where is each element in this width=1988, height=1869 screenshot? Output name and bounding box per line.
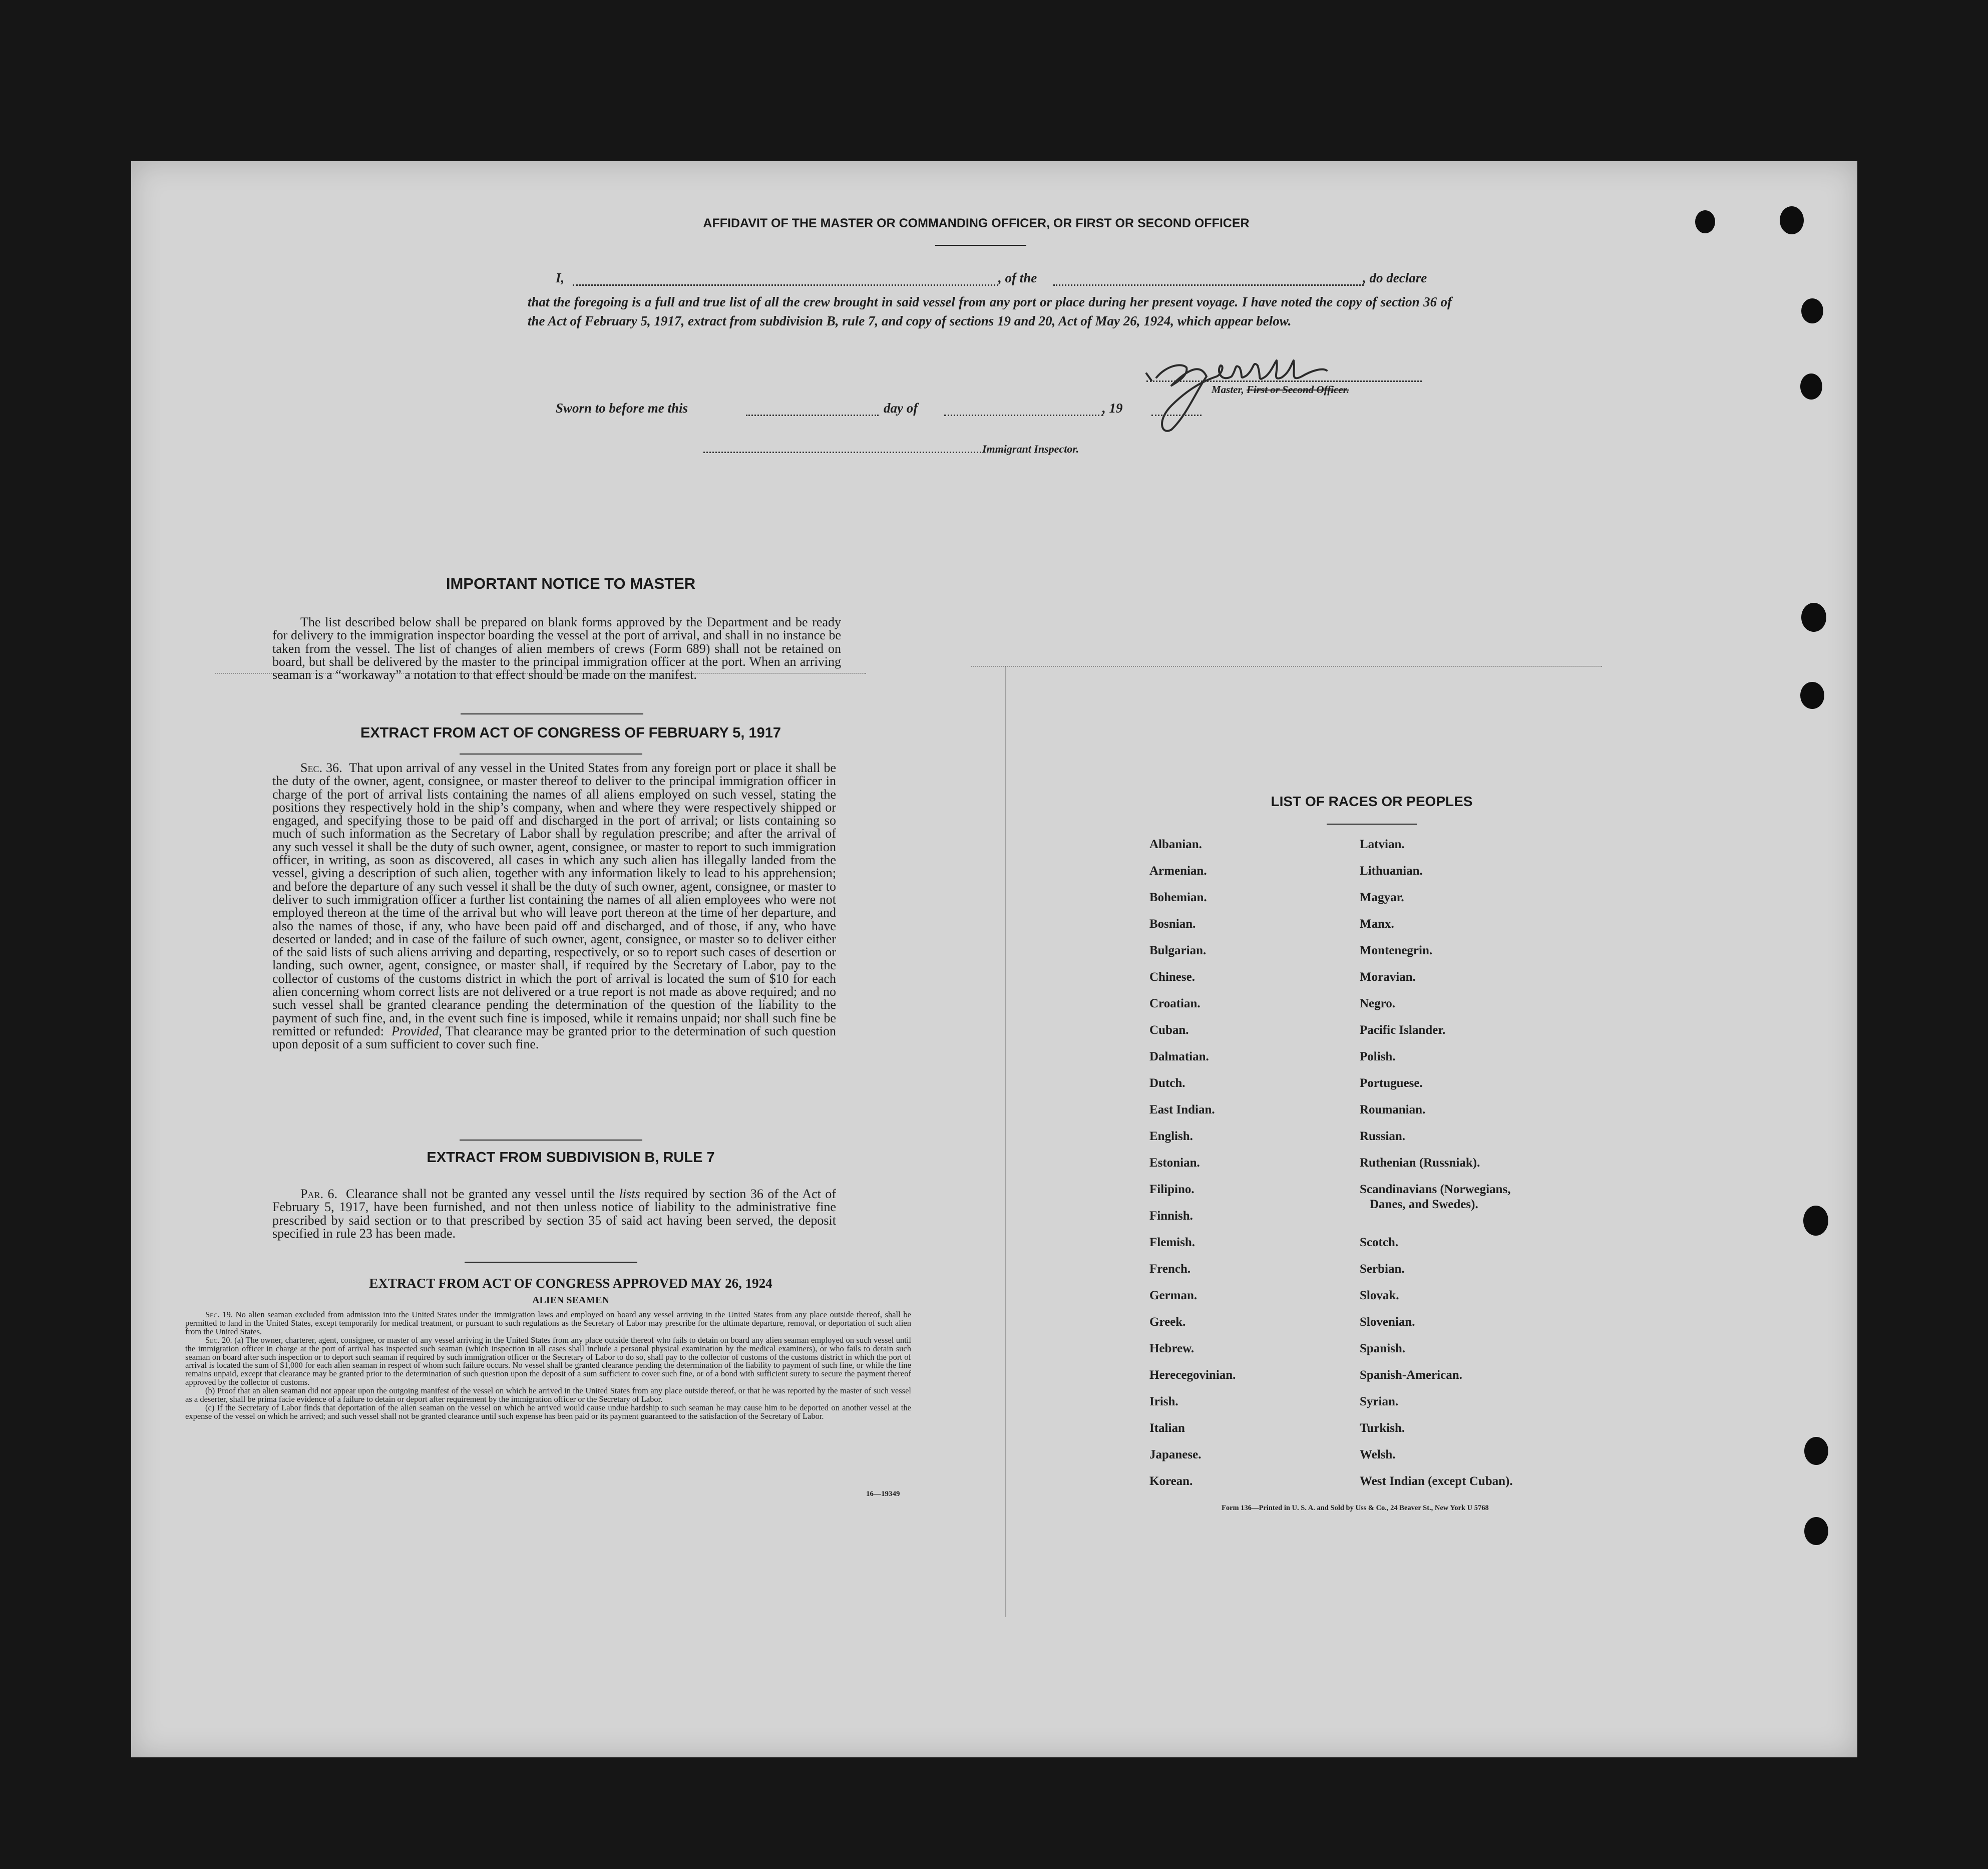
section-36-body: That upon arrival of any vessel in the United States from any foreign port or place it shall be the duty of the owner, agent, consignee, or master thereof to deliver to the principal immigration officer in charge of the port of arrival lists containing the names of all aliens employed on such vessel, stating the positions they respectively hold in the ship’s company, when and where they were respectively shipped or engaged, and specifying those to be paid off and discharged in the port of arrival; or lists containing so much of such information as the Secretary of Labor shall by regulation prescribe; and after the arrival of any such vessel it shall be the duty of such owner, agent, consignee, or master to report to such immigration officer, in writing, as soon as discovered, all cases in which any such alien has illegally landed from the vessel, giving a description of such alien, together with any information likely to lead to his apprehension; and before the departure of any such vessel it shall be the duty of such owner, agent, consignee, or master to deliver to such immigration officer a further list containing the names of all alien employees who were not employed thereon at the time of the arrival but who will leave port thereon at the time of her departure, and also the names of those, if any, who have been paid off and discharged, and of those, if any, who have deserted or landed; and in case of the failure of such owner, agent, consignee, or master so to deliver either of the said lists of such aliens arriving and departing, respectively, or so to report such cases of desertion or landing, such owner, agent, consignee, or master shall, if required by the Secretary of Labor, pay to the collector of customs of the customs district in which the port of arrival is located the sum of $10 for each alien concerning whom correct lists are not delivered or a true report is not made as above required; and no such vessel shall be granted clearance pending the determination of the question of the liability to the payment of such fine, and, in the event such fine is imposed, while it remains unpaid; nor shall such fine be remitted or refunded: (272, 761, 836, 1038)
race-item: Bulgarian. (1149, 944, 1207, 957)
sec-19-label: Sec. 19. (205, 1310, 233, 1319)
race-item: Lithuanian. (1360, 864, 1423, 878)
declaration-line-1 (556, 270, 1452, 289)
race-item: German. (1149, 1289, 1198, 1302)
section-19-paragraph (185, 1311, 911, 1336)
notice-paragraph: The list described below shall be prepared on blank forms approved by the Department and be ready for delivery to the immigration inspector boarding the vessel at the port of arrival, and shall in no instance be taken from the vessel. The list of changes of alien members of crews (Form 689) shall not be retained on board, but shall be delivered by the master to the principal immigration officer at the port. When an arriving seaman is a “workaway” a notation to that effect should be made on the manifest. (272, 615, 841, 682)
race-item: East Indian. (1149, 1103, 1215, 1116)
punch-hole (1695, 210, 1715, 233)
sworn-label: Sworn to before me this (556, 401, 688, 416)
race-item: Greek. (1149, 1315, 1186, 1329)
punch-hole (1803, 1206, 1828, 1236)
sec-19-text: No alien seaman excluded from admission into the United States under the immigration laws and employed on board any vessel arriving in the United States from any place outside thereof, shall be permitted to land in the United States, except temporarily for medical treatment, or pursuant to such regulations as the Secretary of Labor may prescribe for the ultimate departure, removal, or deportation of such alien from the United States. (185, 1310, 911, 1336)
race-item: Scotch. (1360, 1236, 1399, 1249)
race-item: Albanian. (1149, 838, 1202, 851)
race-item: Bosnian. (1149, 917, 1196, 931)
proviso-word: Provided, (391, 1023, 442, 1038)
vessel-prefix: , of the (998, 270, 1037, 285)
race-item: West Indian (except Cuban). (1360, 1474, 1513, 1488)
race-item: Armenian. (1149, 864, 1207, 878)
fold-line (1005, 666, 1006, 1617)
punch-hole (1800, 373, 1822, 400)
declare-suffix: , do declare (1363, 270, 1427, 285)
race-item: Hebrew. (1149, 1342, 1195, 1355)
race-item: Polish. (1360, 1050, 1396, 1063)
signature-line (1146, 381, 1422, 382)
section-rule (465, 1262, 637, 1263)
extract-1917-title: EXTRACT FROM ACT OF CONGRESS OF FEBRUARY 5, 1917 (360, 725, 781, 741)
sworn-line (556, 401, 1202, 420)
notice-title: IMPORTANT NOTICE TO MASTER (446, 575, 696, 592)
sworn-year-field[interactable] (1151, 415, 1202, 416)
alien-seamen-subtitle: ALIEN SEAMEN (532, 1295, 609, 1306)
extract-1917-text (272, 762, 836, 1051)
race-item: Roumanian. (1360, 1103, 1426, 1116)
race-item: Danes, and Swedes). (1370, 1198, 1478, 1211)
par-6-label: Par. 6. (300, 1187, 337, 1201)
vessel-name-field[interactable] (1053, 284, 1364, 286)
section-rule (460, 754, 642, 755)
race-item: Cuban. (1149, 1023, 1189, 1037)
inspector-signature-line[interactable] (703, 452, 981, 453)
section-20b-paragraph: (b) Proof that an alien seaman did not appear upon the outgoing manifest of the vessel on which he arrived in the United States from any place outside thereof, or that he was reported by the master of such vessel as a deserter, shall be prima facie evidence of a failure to detain or deport after requirement by the immigration officer or the Secretary of Labor. (185, 1386, 911, 1404)
lists-word: lists (619, 1187, 640, 1201)
race-item: Bohemian. (1149, 891, 1207, 904)
race-item: Syrian. (1360, 1395, 1399, 1408)
section-20a-paragraph (185, 1336, 911, 1387)
extract-rule7-text (272, 1188, 836, 1240)
year-label: , 19 (1102, 401, 1123, 416)
punch-hole (1804, 1437, 1828, 1465)
sworn-day-field[interactable] (746, 415, 879, 416)
race-item: Croatian. (1149, 997, 1201, 1010)
race-item: Spanish-American. (1360, 1368, 1462, 1382)
affidavit-title: AFFIDAVIT OF THE MASTER OR COMMANDING OFFICER, OR FIRST OR SECOND OFFICER (703, 216, 1250, 230)
race-item: Estonian. (1149, 1156, 1200, 1170)
races-title: LIST OF RACES OR PEOPLES (1271, 794, 1473, 809)
race-item: Russian. (1360, 1130, 1406, 1143)
race-item: French. (1149, 1262, 1191, 1276)
declarant-name-field[interactable] (573, 284, 998, 286)
race-item: Turkish. (1360, 1421, 1405, 1435)
section-rule (461, 713, 643, 714)
section-36-label: Sec. 36. (300, 761, 342, 775)
par-6-text-a: Clearance shall not be granted any vessel until the (345, 1187, 615, 1201)
race-item: Slovenian. (1360, 1315, 1415, 1329)
race-item: Manx. (1360, 917, 1394, 931)
sec-20-label: Sec. 20. (205, 1335, 232, 1345)
race-item: Japanese. (1149, 1448, 1202, 1461)
race-item: Portuguese. (1360, 1076, 1423, 1090)
race-item: Negro. (1360, 997, 1396, 1010)
sworn-month-field[interactable] (944, 415, 1103, 416)
race-item: Serbian. (1360, 1262, 1405, 1276)
extract-1924-title: EXTRACT FROM ACT OF CONGRESS APPROVED MAY 26, 1924 (369, 1276, 772, 1291)
fold-line (971, 666, 1602, 667)
race-item: Dalmatian. (1149, 1050, 1209, 1063)
race-item: Flemish. (1149, 1236, 1195, 1249)
form-footer: Form 136—Printed in U. S. A. and Sold by Uss & Co., 24 Beaver St., New York U 5768 (1222, 1504, 1489, 1512)
section-36-tail: That clearance may be granted prior to the determination of such question upon deposit of a sum sufficient to cover such fine. (272, 1023, 836, 1052)
race-item: Slovak. (1360, 1289, 1399, 1302)
races-title-rule (1327, 824, 1417, 825)
race-item: Korean. (1149, 1474, 1193, 1488)
race-item: Italian (1149, 1421, 1185, 1435)
race-item: Magyar. (1360, 891, 1404, 904)
race-item: Moravian. (1360, 970, 1416, 984)
race-item: Pacific Islander. (1360, 1023, 1446, 1037)
notice-text (272, 616, 841, 681)
signer-title-struck: First or Second Officer. (1247, 384, 1349, 396)
race-item: Spanish. (1360, 1342, 1406, 1355)
race-item: Ruthenian (Russniak). (1360, 1156, 1480, 1170)
extract-rule7-title: EXTRACT FROM SUBDIVISION B, RULE 7 (427, 1150, 715, 1166)
par-6-text-b: required by section 36 of the Act of February 5, 1917, have been furnished, and not then unless notice of liability to the administrative fine prescribed by said section or to that prescribed by section 35 of said act having been served, the deposit specified in rule 23 has been made. (272, 1187, 837, 1241)
section-rule (460, 1140, 642, 1141)
punch-hole (1804, 1517, 1828, 1545)
race-item: English. (1149, 1130, 1193, 1143)
print-code: 16—19349 (866, 1490, 900, 1498)
title-rule (935, 245, 1026, 246)
race-item: Filipino. (1149, 1183, 1195, 1196)
race-item: Latvian. (1360, 838, 1405, 851)
race-item: Dutch. (1149, 1076, 1185, 1090)
punch-hole (1800, 682, 1824, 709)
declaration-text: that the foregoing is a full and true list of all the crew brought in said vessel from any port or place during her present voyage. I have noted the copy of section 36 of the Act of February 5, 1917, extract from subdivision B, rule 7, and copy of sections 19 and 20, Act of May 26, 1924, which appear below. (528, 294, 1452, 328)
section-20c-paragraph: (c) If the Secretary of Labor finds that deportation of the alien seaman on the vessel on which he arrived would cause undue hardship to such seaman he may cause him to be deported on another vessel at the expense of the vessel on which he arrived; and such vessel shall not be granted clearance until such expense has been paid or its payment guaranteed to the satisfaction of the Secretary of Labor. (185, 1402, 911, 1421)
day-of-label: day of (884, 401, 918, 416)
inspector-label: Immigrant Inspector. (982, 443, 1079, 455)
race-item: Finnish. (1149, 1209, 1193, 1223)
paragraph-6 (272, 1188, 836, 1240)
section-36-paragraph (272, 762, 836, 1051)
race-item: Herecegovinian. (1149, 1368, 1236, 1382)
race-item: Irish. (1149, 1395, 1178, 1408)
declarant-prefix: I, (556, 270, 565, 285)
race-item: Chinese. (1149, 970, 1195, 984)
race-item: Montenegrin. (1360, 944, 1433, 957)
sec-20a-text: (a) The owner, charterer, agent, consignee, or master of any vessel arriving in the United States from any place outside thereof who fails to detain on board any alien seaman employed on such vessel until the immigration officer in charge at the port of arrival has inspected such seaman (which inspection in all cases shall include a personal physical examination by the medical examiners), or who fails to detain such seaman on board after such inspection or to deport such seaman if required by such immigration officer or the Secretary of Labor to do so, shall pay to the collector of customs of the customs district in which the port of arrival is located the sum of $1,000 for each alien seaman in respect of whom such failure occurs. No vessel shall be granted clearance pending the determination of the liability to payment of such fine, or while the fine remains unpaid, except that clearance may be granted prior to the determination of such question upon the deposit of a sum sufficient to cover such fine, or of a bond with sufficient surety to secure the payment thereof approved by the collector of customs. (185, 1335, 912, 1387)
race-item: Welsh. (1360, 1448, 1396, 1461)
signer-title (1212, 384, 1349, 396)
race-item: Scandinavians (Norwegians, (1360, 1183, 1511, 1196)
extract-1924-text (185, 1311, 911, 1421)
signer-title-master: Master, (1212, 384, 1244, 396)
punch-hole (1801, 603, 1826, 632)
punch-hole (1780, 206, 1804, 234)
punch-hole (1801, 298, 1823, 323)
